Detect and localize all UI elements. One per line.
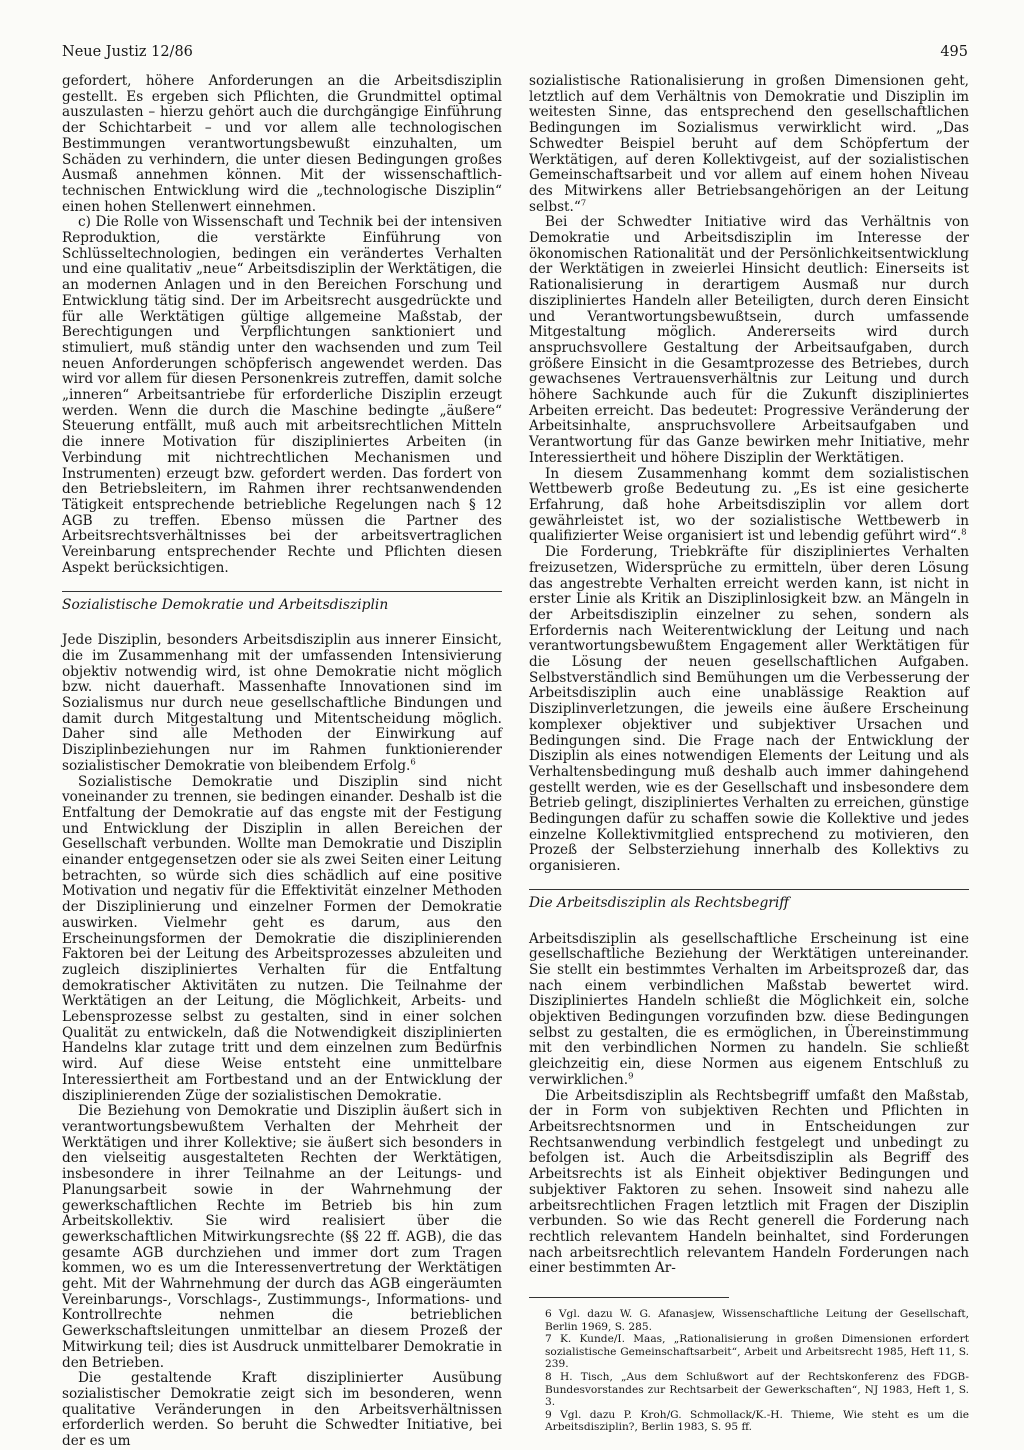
paragraph: Sozialistische Demokratie und Disziplin sind nicht voneinander zu trennen, sie bedingen einander. Deshalb ist die Entfaltung der Demokratie auf das engste mit der Festigung und Entwicklung der Disziplin in allen Bereichen der Gesellschaft verbunden. Wollte man Demokratie und Disziplin einander entgegensetzen oder sie als zwei Seiten einer Leitung betrachten, so würde sich dies schädlich auf eine positive Motivation und negativ für die Effektivität einzelner Methoden der Disziplinierung und einzelner Formen der Demokratie auswirken. Vielmehr geht es darum, aus den Erscheinungsformen der Demokratie die disziplinierenden Faktoren bei der Leitung des Arbeitsprozesses abzuleiten und zugleich diszipliniertes Verhalten für die Entfaltung demokratischer Aktivitäten zu nutzen. Die Teilnahme der Werktätigen an der Leitung, die Möglichkeit, Arbeits- und Lebensprozesse selbst zu gestalten, sind in einer solchen Qualität zu entwickeln, daß die Notwendigkeit disziplinierten Handelns klar zutage tritt und dem einzelnen zum Bedürfnis wird. Auf diese Weise entsteht eine unmittelbare Interessiertheit am Fortbestand und an der Entwicklung der disziplinierenden Züge der sozialistischen Demokratie.	[62, 773, 502, 1104]
paragraph: Bei der Schwedter Initiative wird das Verhältnis von Demokratie und Arbeitsdisziplin im Interesse der ökonomischen Rationalität und der Persönlichkeitsentwicklung der Werktätigen in zweierlei Hinsicht deutlich: Einerseits ist Rationalisierung in derartigem Ausmaß nur durch diszipliniertes Handeln aller Beteiligten, durch deren Einsicht und Verantwortungsbewußtsein, durch umfassende Mitgestaltung möglich. Andererseits wird durch anspruchsvollere Gestaltung der Arbeitsaufgaben, durch größere Einsicht in die Gesamtprozesse des Betriebes, durch gewachsenes Vertrauensverhältnis zur Leitung und durch höhere Sachkunde auch für die Zukunft diszipliniertes Arbeiten erreicht. Das bedeutet: Progressive Veränderung der Arbeitsinhalte, anspruchsvollere Arbeitsaufgaben und Verantwortung für das Ganze bewirken mehr Initiative, mehr Interessiertheit und höhere Disziplin der Werktätigen.	[529, 214, 969, 466]
paragraph: gefordert, höhere Anforderungen an die Arbeitsdisziplin gestellt. Es ergeben sich Pflichten, die Grundmittel optimal auszulasten – hierzu gehört auch die durchgängige Einführung der Schichtarbeit – und vor allem alle technologischen Bestimmungen verantwortungsbewußt einzuhalten, um Schäden zu verhindern, die unter diesen Bedingungen großes Ausmaß annehmen können. Mit der wissenschaftlich-technischen Entwicklung wird die „technologische Disziplin“ einen hohen Stellenwert einnehmen.	[62, 73, 502, 215]
page-number: 495	[940, 44, 968, 60]
footnote: 6 Vgl. dazu W. G. Afanasjew, Wissenschaftliche Leitung der Gesellschaft, Berlin 1969, S. 285.	[545, 1308, 969, 1333]
right-column	[529, 74, 969, 1434]
paragraph: Die Arbeitsdisziplin als Rechtsbegriff umfaßt den Maßstab, der in Form von subjektiven Rechten und Pflichten in Arbeitsrechtsnormen und in Entscheidungen zur Rechtsanwendung verbindlich festgelegt und unbedingt zu befolgen ist. Auch die Arbeitsdisziplin als Begriff des Arbeitsrechts ist als Einheit objektiver Bedingungen und subjektiver Faktoren zu sehen. Insoweit sind nahezu alle arbeitsrechtlichen Fragen letztlich mit Fragen der Disziplin verbunden. So wie das Recht generell die Forderung nach rechtlich relevantem Handeln beinhaltet, sind Forderungen nach arbeitsrechtlich relevantem Handeln Forderungen nach einer bestimmten Ar-	[529, 1087, 969, 1277]
section-divider	[62, 591, 502, 592]
paragraph: In diesem Zusammenhang kommt dem sozialistischen Wettbewerb große Bedeutung zu. „Es ist eine gesicherte Erfahrung, daß hohe Arbeitsdisziplin vor allem dort gewährleistet ist, wo der sozialistische Wettbewerb in qualifizierter Weise organisiert ist und lebendig geführt wird“.$^8$	[529, 465, 969, 545]
paragraph: Arbeitsdisziplin als gesellschaftliche Erscheinung ist eine gesellschaftliche Beziehung der Werktätigen untereinander. Sie stellt ein bestimmtes Verhalten im Arbeitsprozeß dar, das nach einem verbindlichen Maßstab bewertet wird. Diszipliniertes Handeln schließt die Möglichkeit ein, solche objektiven Bedingungen vorzufinden bzw. diese Bedingungen selbst zu gestalten, die es ermöglichen, in Übereinstimmung mit den verbindlichen Normen zu handeln. Sie schließt gleichzeitig ein, diese Normen aus eigenem Entschluß zu verwirklichen.$^9$	[529, 930, 969, 1088]
paragraph: c) Die Rolle von Wissenschaft und Technik bei der intensiven Reproduktion, die verstärkte Einführung von Schlüsseltechnologien, bedingen ein verändertes Verhalten und eine qualitativ „neue“ Arbeitsdisziplin der Werktätigen, die an modernen Anlagen und in den Bereichen Forschung und Entwicklung tätig sind. Der im Arbeitsrecht ausgedrückte und für alle Werktätigen gültige allgemeine Maßstab, der Berechtigungen und Verpflichtungen sanktioniert und stimuliert, muß ständig unter den wachsenden und zum Teil neuen Anforderungen schöpferisch angewendet werden. Das wird vor allem für diesen Personenkreis zutreffen, damit solche „inneren“ Arbeitsantriebe für erforderliche Disziplin erzeugt werden. Wenn die durch die Maschine bedingte „äußere“ Steuerung entfällt, muß auch mit arbeitsrechtlichen Mitteln die innere Motivation für diszipliniertes Arbeiten (in Verbindung mit nichtrechtlichen Mechanismen und Instrumenten) erzeugt bzw. gefordert werden. Das fordert von den Betriebsleitern, im Rahmen ihrer rechtsanwendenden Tätigkeit entsprechende betriebliche Regelungen nach § 12 AGB zu treffen. Ebenso müssen die Partner des Arbeitsrechtsverhältnisses bei der arbeitsvertraglichen Vereinbarung entsprechender Rechte und Pflichten diesen Aspekt berücksichtigen.	[62, 214, 502, 576]
paragraph: Die Forderung, Triebkräfte für diszipliniertes Verhalten freizusetzen, Widersprüche zu ermitteln, über deren Lösung das angestrebte Verhalten erreicht werden kann, ist nicht in erster Linie als Kritik an Disziplinlosigkeit bzw. an Mängeln in der Arbeitsdisziplin einzelner zu sehen, sondern als Erfordernis nach Weiterentwicklung der Leitung und nach verantwortungsbewußtem Engagement aller Werktätigen für die Lösung der neuen gesellschaftlichen Aufgaben. Selbstverständlich sind Bemühungen um die Verbesserung der Arbeitsdisziplin auch eine unablässige Reaktion auf Disziplinverletzungen, die jeweils eine äußere Erscheinung komplexer objektiver und subjektiver Ursachen und Bedingungen sind. Die Frage nach der Entwicklung der Disziplin als eines notwendigen Elements der Leitung und als Verhaltensbedingung muß deshalb auch immer dahingehend gestellt werden, wie es der Gesellschaft und insbesondere dem Betrieb gelingt, diszipliniertes Verhalten zu erreichen, günstige Bedingungen dafür zu schaffen sowie die Kollektive und jedes einzelne Kollektivmitglied entsprechend zu motivieren, den Prozeß der Selbsterziehung innerhalb des Kollektivs zu organisieren.	[529, 544, 969, 875]
paragraph: sozialistische Rationalisierung in großen Dimensionen geht, letztlich auf dem Verhältnis von Demokratie und Disziplin im weitesten Sinne, das entsprechend den gesellschaftlichen Bedingungen im Sozialismus verwirklicht wird. „Das Schwedter Beispiel beruht auf dem Schöpfertum der Werktätigen, auf deren Kollektivgeist, auf der sozialistischen Gemeinschaftsarbeit und vor allem auf einem hohen Niveau des Mitwirkens aller Betriebsangehörigen an der Leitung selbst.“$^7$	[529, 73, 969, 215]
footnote-ref: 9	[628, 1071, 634, 1082]
paragraph: Jede Disziplin, besonders Arbeitsdisziplin aus innerer Einsicht, die im Zusammenhang mit der umfassenden Intensivierung objektiv notwendig wird, ist ohne Demokratie nicht möglich bzw. nicht dauerhaft. Massenhafte Innovationen sind im Sozialismus nur durch neue gesellschaftliche Bindungen und damit durch Mitgestaltung und Mitentscheidung möglich. Daher sind alle Methoden der Einwirkung auf Disziplinbeziehungen nur im Rahmen funktionierender sozialistischer Demokratie von bleibendem Erfolg.$^6$	[62, 632, 502, 774]
journal-title: Neue Justiz 12/86	[62, 44, 193, 60]
paragraph: Die gestaltende Kraft disziplinierter Ausübung sozialistischer Demokratie zeigt sich im besonderen, wenn qualitative Veränderungen in den Arbeitsverhältnissen erforderlich werden. So beruht die Schwedter Initiative, bei der es um	[62, 1370, 502, 1450]
footnote-ref: 7	[580, 198, 587, 209]
section-heading: Die Arbeitsdisziplin als Rechtsbegriff	[529, 894, 790, 911]
section-heading: Sozialistische Demokratie und Arbeitsdisziplin	[62, 596, 389, 613]
footnote: 8 H. Tisch, „Aus dem Schlußwort auf der Rechtskonferenz des FDGB-Bundesvorstandes zur Rechtsarbeit der Gewerkschaften“, NJ 1983, Heft 1, S. 3.	[545, 1371, 969, 1409]
footnote-ref: 8	[961, 527, 967, 538]
footnote: 9 Vgl. dazu P. Kroh/G. Schmollack/K.-H. Thieme, Wie steht es um die Arbeitsdisziplin?, Berlin 1983, S. 95 ff.	[545, 1408, 969, 1434]
footnote-divider	[529, 1297, 729, 1298]
left-column	[62, 74, 502, 1450]
footnote-ref: 6	[410, 757, 416, 768]
section-divider	[529, 889, 969, 890]
paragraph: Die Beziehung von Demokratie und Disziplin äußert sich in verantwortungsbewußtem Verhalten der Mehrheit der Werktätigen und ihrer Kollektive; sie äußert sich besonders in den vielseitig ausgestalteten Rechten der Werktätigen, insbesondere in ihrer Teilnahme an der Leitungs- und Planungsarbeit sowie in der Wahrnehmung der gewerkschaftlichen Rechte im Betrieb bis hin zum Arbeitskollektiv. Sie wird realisiert über die gewerkschaftlichen Mitwirkungsrechte (§§ 22 ff. AGB), die das gesamte AGB durchziehen und immer dort zum Tragen kommen, wo es um die Interessenvertretung der Werktätigen geht. Mit der Wahrnehmung der durch das AGB eingeräumten Vereinbarungs-, Vorschlags-, Zustimmungs-, Informations- und Kontrollrechte nehmen die betrieblichen Gewerkschaftsleitungen unmittelbar an diesem Prozeß der Mitwirkung teil; dies ist Ausdruck unmittelbarer Demokratie in den Betrieben.	[62, 1103, 502, 1371]
running-header	[62, 44, 982, 66]
footnote: 7 K. Kunde/I. Maas, „Rationalisierung in großen Dimensionen erfordert sozialistische Gemeinschaftsarbeit“, Arbeit und Arbeitsrecht 1985, Heft 11, S. 239.	[545, 1333, 969, 1371]
